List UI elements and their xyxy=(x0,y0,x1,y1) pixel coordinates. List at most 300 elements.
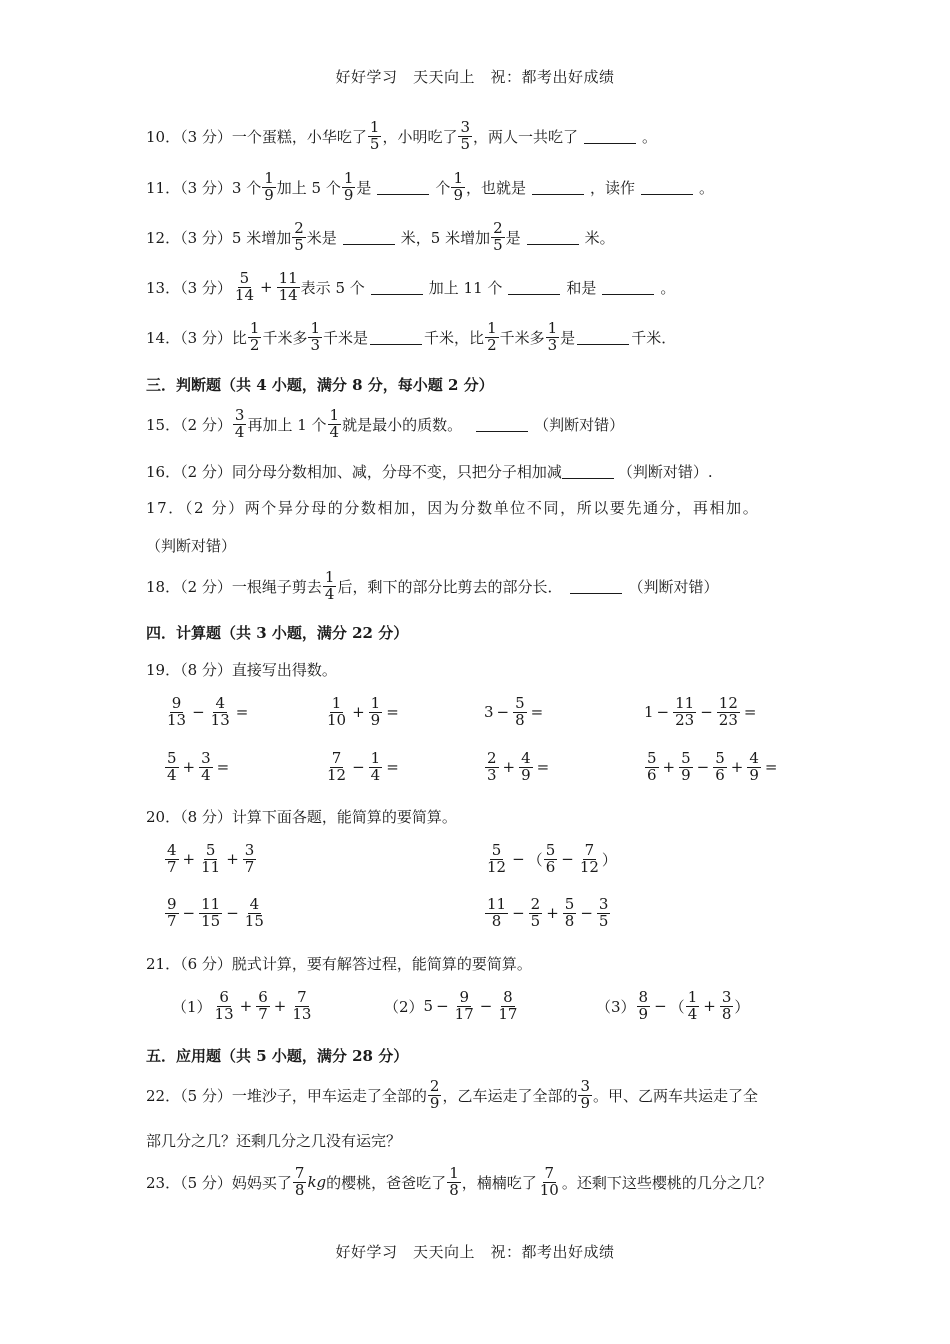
question-text: 千米是 xyxy=(323,328,369,347)
question-number: 23．（5 分） xyxy=(146,1173,232,1192)
math-token: 11 xyxy=(675,694,695,712)
fraction xyxy=(538,1166,561,1199)
fraction xyxy=(578,1079,592,1112)
calc-expression xyxy=(596,990,749,1023)
math-token: = xyxy=(386,703,399,722)
math-token: 7 xyxy=(258,1004,268,1023)
math-token: 8 xyxy=(638,988,649,1006)
question-text: 计算下面各题，能简算的要简算。 xyxy=(231,808,457,826)
math-token: − xyxy=(580,904,593,923)
fraction xyxy=(325,696,348,729)
math-token: 3 xyxy=(487,765,497,784)
fraction xyxy=(277,271,300,304)
math-token: = xyxy=(386,758,399,777)
math-token: 5 xyxy=(369,134,380,153)
question-17 xyxy=(146,497,850,518)
question-text: 妈妈买了 xyxy=(231,1173,292,1192)
fraction xyxy=(308,321,322,354)
calc-expression xyxy=(164,751,232,784)
math-token: 17 xyxy=(498,1004,518,1023)
question-text: ，也就是 xyxy=(465,178,526,197)
math-token: − xyxy=(436,997,449,1016)
math-token: 1 xyxy=(370,749,381,767)
math-token: 2 xyxy=(249,335,260,354)
fraction xyxy=(248,321,262,354)
math-token: 4 xyxy=(167,765,177,784)
fraction xyxy=(325,751,348,784)
fraction xyxy=(491,221,505,254)
calc-expression xyxy=(324,696,402,729)
question-text: 。 xyxy=(699,178,715,197)
calc-expression xyxy=(384,990,520,1023)
fraction xyxy=(323,570,337,603)
question-text: 同分母分数相加、减，分母不变，只把分子相加减 xyxy=(231,463,562,481)
math-token: 3 xyxy=(460,118,471,136)
answer-blank[interactable] xyxy=(562,464,614,479)
math-token: 1 xyxy=(644,703,654,722)
math-token: 1 xyxy=(310,319,321,337)
math-token: 7 xyxy=(167,911,177,930)
math-token: − xyxy=(226,904,239,923)
question-text: ，小明吃了 xyxy=(382,127,458,146)
fraction xyxy=(485,897,508,930)
calc-expression xyxy=(164,897,267,930)
math-token: 3 xyxy=(580,1077,591,1095)
math-token: + xyxy=(546,904,559,923)
question-text: 加上 11 个 xyxy=(428,278,503,297)
math-token: 10 xyxy=(327,710,347,729)
fraction xyxy=(262,171,276,204)
math-token: 6 xyxy=(715,765,725,784)
math-token: 11 xyxy=(201,895,221,913)
math-token: 12 xyxy=(718,694,738,712)
question-text: 一个蛋糕，小华吃了 xyxy=(231,127,367,146)
math-token: 5 xyxy=(564,895,575,913)
math-token: + xyxy=(226,850,239,869)
answer-blank[interactable] xyxy=(370,330,422,345)
question-text: 加上 5 个 xyxy=(276,178,341,197)
math-token: 3 xyxy=(244,841,255,859)
math-token: （ xyxy=(527,850,543,869)
math-token: − xyxy=(512,850,525,869)
fraction xyxy=(637,990,651,1023)
fraction xyxy=(713,751,727,784)
calc-expression xyxy=(172,990,314,1023)
math-token: 5 xyxy=(423,997,434,1016)
fraction xyxy=(578,843,601,876)
fraction xyxy=(199,897,222,930)
math-token: 7 xyxy=(544,1164,555,1182)
math-token: 3 xyxy=(310,335,321,354)
math-token: 9 xyxy=(459,988,469,1006)
question-text: ，楠楠吃了 xyxy=(461,1173,537,1192)
question-text: 的樱桃，爸爸吃了 xyxy=(326,1173,447,1192)
question-text: 。 xyxy=(642,127,658,146)
question-text: 。甲、乙两车共运走了全 xyxy=(593,1086,759,1105)
page-header: 好好学习 天天向上 祝：都考出好成绩 xyxy=(335,68,615,86)
fraction xyxy=(243,843,257,876)
math-token: 13 xyxy=(292,1004,312,1023)
section-4-heading: 四．计算题（共 3 小题，满分 22 分） xyxy=(146,624,409,642)
fraction xyxy=(328,408,342,441)
math-token: 11 xyxy=(278,269,298,287)
fraction xyxy=(199,843,222,876)
question-text: 脱式计算，要有解答过程，能简算的要简算。 xyxy=(231,955,532,973)
math-token: + xyxy=(273,997,287,1016)
question-text: 米，5 米增加 xyxy=(400,228,491,247)
math-token: ） xyxy=(601,850,617,869)
math-token: （1） xyxy=(172,997,212,1016)
fraction xyxy=(597,897,611,930)
fraction xyxy=(165,897,179,930)
math-token: 4 xyxy=(370,765,381,784)
fraction xyxy=(485,321,499,354)
math-token: 6 xyxy=(258,988,268,1006)
math-token: = xyxy=(530,703,544,722)
question-text: 。 xyxy=(660,278,676,297)
question-number: 13．（3 分） xyxy=(146,278,232,297)
answer-blank[interactable] xyxy=(532,180,584,195)
math-token: 7 xyxy=(297,988,307,1006)
question-text: ，两人一共吃了 xyxy=(473,127,579,146)
question-text: 千米多 xyxy=(499,328,545,347)
math-token: 5 xyxy=(493,235,503,254)
math-token: + xyxy=(352,703,365,722)
math-token: 9 xyxy=(264,185,274,204)
math-token: 11 xyxy=(487,895,507,913)
math-token: （3） xyxy=(596,997,636,1016)
question-number: 19．（8 分） xyxy=(146,661,232,679)
math-token: 1 xyxy=(264,169,274,187)
math-token: 1 xyxy=(324,568,335,586)
math-token: 4 xyxy=(215,694,225,712)
math-token: + xyxy=(239,997,253,1016)
fraction xyxy=(213,990,236,1023)
answer-blank[interactable] xyxy=(577,330,629,345)
calc-expression xyxy=(324,751,402,784)
math-token: 2 xyxy=(429,1077,440,1095)
math-token: 5 xyxy=(545,841,556,859)
question-text: ，读作 xyxy=(590,178,636,197)
fraction xyxy=(485,843,508,876)
question-23 xyxy=(146,1166,850,1199)
math-token: + xyxy=(182,758,196,777)
question-text: 千米． xyxy=(631,328,677,347)
math-token: 3 xyxy=(598,895,609,913)
math-token: 4 xyxy=(201,765,211,784)
math-token: 13 xyxy=(214,1004,234,1023)
math-token: 7 xyxy=(331,749,342,767)
calc-expression xyxy=(484,751,552,784)
math-token: 9 xyxy=(580,1093,591,1112)
fraction xyxy=(165,696,188,729)
math-token: 1 xyxy=(329,406,340,424)
fraction xyxy=(233,408,247,441)
fraction xyxy=(563,897,577,930)
fraction xyxy=(720,990,734,1023)
math-token: = xyxy=(536,758,550,777)
math-token: 6 xyxy=(545,857,556,876)
fraction xyxy=(292,221,306,254)
fraction xyxy=(513,696,527,729)
math-token: 13 xyxy=(167,710,187,729)
question-text: 直接写出得数。 xyxy=(231,661,337,679)
section-3-heading: 三．判断题（共 4 小题，满分 8 分，每小题 2 分） xyxy=(146,376,494,394)
math-token: = xyxy=(235,703,249,722)
fraction xyxy=(293,1166,307,1199)
fraction xyxy=(717,696,740,729)
answer-blank[interactable] xyxy=(377,180,429,195)
math-token: 4 xyxy=(329,422,340,441)
answer-blank[interactable] xyxy=(570,579,622,594)
math-token: 1 xyxy=(687,988,698,1006)
answer-blank[interactable] xyxy=(602,280,654,295)
math-token: 10 xyxy=(539,1180,559,1199)
math-token: 5 xyxy=(647,749,657,767)
question-18 xyxy=(146,570,850,603)
math-token: 4 xyxy=(167,841,177,859)
question-text: （判断对错）. xyxy=(617,463,713,481)
math-token: 5 xyxy=(294,235,304,254)
question-number: 17．（2 分） xyxy=(146,499,245,517)
math-token: 8 xyxy=(491,911,502,930)
question-text: 两个异分母的分数相加，因为分数单位不同，所以要先通分，再相加。 xyxy=(244,499,760,517)
question-text: 是 xyxy=(505,228,521,247)
answer-blank[interactable] xyxy=(371,280,423,295)
math-token: + xyxy=(182,850,196,869)
question-text: 是 xyxy=(356,178,372,197)
math-token: − xyxy=(352,758,365,777)
math-token: − xyxy=(700,703,713,722)
math-token: 7 xyxy=(167,857,177,876)
math-token: 9 xyxy=(521,765,531,784)
question-number: 12．（3 分） xyxy=(146,228,232,247)
question-number: 21．（6 分） xyxy=(146,955,232,973)
question-22 xyxy=(146,1079,850,1112)
question-text: 千米，比 xyxy=(424,328,485,347)
math-token: 17 xyxy=(454,1004,474,1023)
fraction xyxy=(256,990,270,1023)
math-token: − xyxy=(496,703,510,722)
answer-blank[interactable] xyxy=(641,180,693,195)
math-token: 2 xyxy=(294,219,304,237)
question-19 xyxy=(146,659,850,680)
math-token: 9 xyxy=(167,895,177,913)
section-5-heading: 五．应用题（共 5 小题，满分 28 分） xyxy=(146,1047,409,1065)
fraction xyxy=(243,897,266,930)
math-token: 3 xyxy=(547,335,558,354)
question-text: 。还剩下这些樱桃的几分之几？ xyxy=(561,1173,772,1192)
math-token: 1 xyxy=(487,319,497,337)
fraction xyxy=(686,990,700,1023)
math-token: 8 xyxy=(564,911,575,930)
question-14 xyxy=(146,321,850,354)
math-token: 1 xyxy=(449,1164,459,1182)
question-text: 3 个 xyxy=(231,178,262,197)
question-text: 后，剩下的部分比剪去的部分长． xyxy=(337,577,563,596)
question-number: 20．（8 分） xyxy=(146,808,232,826)
math-token: 5 xyxy=(167,749,177,767)
question-11 xyxy=(146,171,850,204)
fraction xyxy=(519,751,533,784)
math-token: 8 xyxy=(294,1180,305,1199)
math-token: 7 xyxy=(244,857,255,876)
fraction xyxy=(496,990,519,1023)
calc-expression xyxy=(644,751,781,784)
math-token: 1 xyxy=(343,169,354,187)
fraction xyxy=(453,990,476,1023)
math-token: 4 xyxy=(687,1004,698,1023)
question-16 xyxy=(146,461,850,482)
question-text: 一堆沙子，甲车运走了全部的 xyxy=(231,1086,427,1105)
fraction xyxy=(369,696,383,729)
question-13 xyxy=(146,271,850,304)
fraction xyxy=(199,751,213,784)
math-token: − xyxy=(561,850,574,869)
math-token: 12 xyxy=(327,765,347,784)
math-token: 4 xyxy=(521,749,531,767)
math-token: − xyxy=(696,758,710,777)
math-token: 15 xyxy=(244,911,264,930)
fraction xyxy=(342,171,356,204)
fraction xyxy=(447,1166,461,1199)
math-token: 2 xyxy=(487,749,497,767)
math-token: − xyxy=(654,997,667,1016)
math-token: （2） xyxy=(384,997,424,1016)
question-text: 再加上 1 个 xyxy=(247,415,327,434)
math-token: 1 xyxy=(331,694,342,712)
answer-blank[interactable] xyxy=(527,230,579,245)
math-token: 6 xyxy=(219,988,229,1006)
math-token: − xyxy=(182,904,196,923)
math-token: 1 xyxy=(547,319,558,337)
math-token: 12 xyxy=(579,857,599,876)
fraction xyxy=(451,171,465,204)
math-token: 9 xyxy=(749,765,759,784)
fraction xyxy=(368,120,382,153)
math-token: 1 xyxy=(370,694,381,712)
math-token: 5 xyxy=(460,134,471,153)
math-token: 4 xyxy=(749,749,759,767)
unit: kg xyxy=(307,1173,327,1192)
math-token: 1 xyxy=(249,319,260,337)
math-token: 9 xyxy=(429,1093,440,1112)
math-token: 1 xyxy=(453,169,463,187)
math-token: 9 xyxy=(638,1004,649,1023)
question-text: 千米多 xyxy=(262,328,308,347)
math-token: 5 xyxy=(239,269,250,287)
math-token: 11 xyxy=(201,857,221,876)
fraction xyxy=(529,897,543,930)
question-text: 表示 5 个 xyxy=(300,278,365,297)
math-token: 5 xyxy=(491,841,502,859)
question-text: 米是 xyxy=(306,228,337,247)
question-text: 5 米增加 xyxy=(231,228,292,247)
question-text: （判断对错） xyxy=(534,415,625,434)
math-token: − xyxy=(656,703,670,722)
math-token: 12 xyxy=(487,857,507,876)
fraction xyxy=(544,843,558,876)
math-token: − xyxy=(192,703,205,722)
question-22-cont: 部几分之几？还剩几分之几没有运完？ xyxy=(146,1132,402,1150)
math-token: 6 xyxy=(647,765,657,784)
math-token: 3 xyxy=(484,703,494,722)
math-token: = xyxy=(216,758,230,777)
math-token: 8 xyxy=(721,1004,732,1023)
fraction xyxy=(645,751,659,784)
math-token: 7 xyxy=(294,1164,305,1182)
answer-blank[interactable] xyxy=(476,417,528,432)
question-10 xyxy=(146,120,850,153)
question-number: 22．（5 分） xyxy=(146,1086,232,1105)
math-token: 23 xyxy=(718,710,738,729)
fraction xyxy=(747,751,761,784)
math-token: 5 xyxy=(530,911,541,930)
math-token: 9 xyxy=(171,694,182,712)
question-17-judge: （判断对错） xyxy=(146,537,237,555)
math-token: 8 xyxy=(515,710,525,729)
answer-blank[interactable] xyxy=(584,129,636,144)
answer-blank[interactable] xyxy=(508,280,560,295)
math-token: − xyxy=(479,997,493,1016)
math-token: 4 xyxy=(324,584,335,603)
math-token: 5 xyxy=(205,841,216,859)
math-token: 23 xyxy=(675,710,695,729)
question-text: 米。 xyxy=(584,228,615,247)
math-token: 5 xyxy=(715,749,725,767)
fraction xyxy=(673,696,696,729)
fraction xyxy=(233,271,256,304)
question-text: 比 xyxy=(231,328,247,347)
question-number: 15．（2 分） xyxy=(146,415,232,434)
question-12 xyxy=(146,221,850,254)
math-token: 14 xyxy=(278,285,298,304)
calc-expression xyxy=(164,843,257,876)
question-number: 10．（3 分） xyxy=(146,127,232,146)
math-token: 4 xyxy=(249,895,260,913)
fraction xyxy=(165,751,179,784)
math-token: 5 xyxy=(681,749,691,767)
fraction xyxy=(209,696,232,729)
question-text: （判断对错） xyxy=(628,577,719,596)
fraction xyxy=(546,321,560,354)
math-token: 13 xyxy=(210,710,230,729)
answer-blank[interactable] xyxy=(343,230,395,245)
fraction xyxy=(485,751,499,784)
math-token: + xyxy=(730,758,744,777)
question-20 xyxy=(146,806,850,827)
math-token: = xyxy=(764,758,778,777)
math-token: 9 xyxy=(453,185,463,204)
question-text: ，乙车运走了全部的 xyxy=(442,1086,578,1105)
calc-expression xyxy=(484,843,617,876)
math-token: 9 xyxy=(343,185,354,204)
question-text: 个 xyxy=(435,178,451,197)
question-21 xyxy=(146,953,850,974)
math-token: − xyxy=(512,904,525,923)
math-token: ） xyxy=(734,997,750,1016)
math-token: 3 xyxy=(721,988,732,1006)
math-token: 8 xyxy=(503,988,513,1006)
math-token: 5 xyxy=(598,911,609,930)
math-token: 3 xyxy=(201,749,211,767)
calc-expression xyxy=(164,696,251,729)
calc-expression xyxy=(484,696,546,729)
math-token: + xyxy=(662,758,676,777)
math-token: + xyxy=(703,997,716,1016)
math-token: 9 xyxy=(681,765,691,784)
question-text: 是 xyxy=(560,328,576,347)
